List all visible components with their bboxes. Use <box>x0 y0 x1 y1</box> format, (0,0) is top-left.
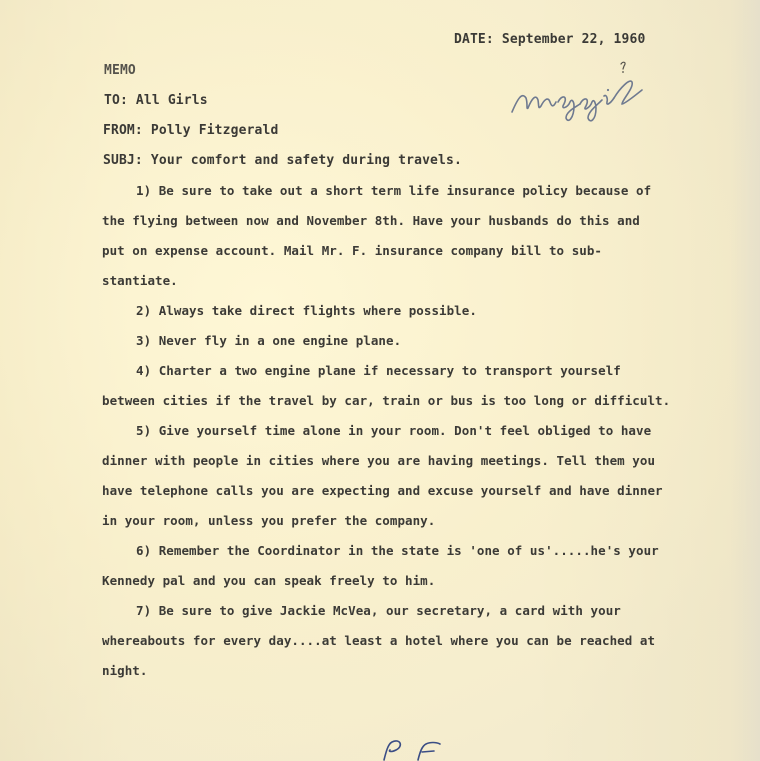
item-line: 3) Never fly in a one engine plane. <box>136 333 402 348</box>
item-line: Kennedy pal and you can speak freely to him. <box>102 573 436 588</box>
item-line: in your room, unless you prefer the company. <box>102 513 436 528</box>
memo-subject: SUBJ: Your comfort and safety during travels. <box>103 153 462 168</box>
item-line: have telephone calls you are expecting and excuse yourself and have dinner <box>102 483 663 498</box>
item-line: 6) Remember the Coordinator in the state is 'one of us'.....he's your <box>136 543 659 558</box>
item-line: dinner with people in cities where you are having meetings. Tell them you <box>102 453 656 468</box>
memo-from: FROM: Polly Fitzgerald <box>103 123 279 138</box>
item-line: 5) Give yourself time alone in your room. Don't feel obliged to have <box>136 423 652 438</box>
memo-date: DATE: September 22, 1960 <box>454 32 646 47</box>
memo-to: TO: All Girls <box>104 93 208 108</box>
item-line: night. <box>102 663 148 678</box>
memo-body <box>102 181 692 691</box>
item-line: the flying between now and November 8th. Have your husbands do this and <box>102 213 640 228</box>
item-line: whereabouts for every day....at least a hotel where you can be reached at <box>102 633 656 648</box>
item-line: 1) Be sure to take out a short term life insurance policy because of <box>136 183 652 198</box>
item-line: put on expense account. Mail Mr. F. insurance company bill to sub- <box>102 243 602 258</box>
pencil-mark-icon <box>618 60 630 74</box>
item-line: 2) Always take direct flights where possible. <box>136 303 477 318</box>
memo-label: MEMO <box>104 63 136 78</box>
handwritten-name-signature <box>508 68 658 128</box>
handwritten-initials-mark <box>378 738 458 761</box>
item-line: 4) Charter a two engine plane if necessary to transport yourself <box>136 363 621 378</box>
item-line: between cities if the travel by car, train or bus is too long or difficult. <box>102 393 671 408</box>
page-edge-shadow <box>730 0 760 761</box>
item-line: stantiate. <box>102 273 178 288</box>
item-line: 7) Be sure to give Jackie McVea, our secretary, a card with your <box>136 603 621 618</box>
